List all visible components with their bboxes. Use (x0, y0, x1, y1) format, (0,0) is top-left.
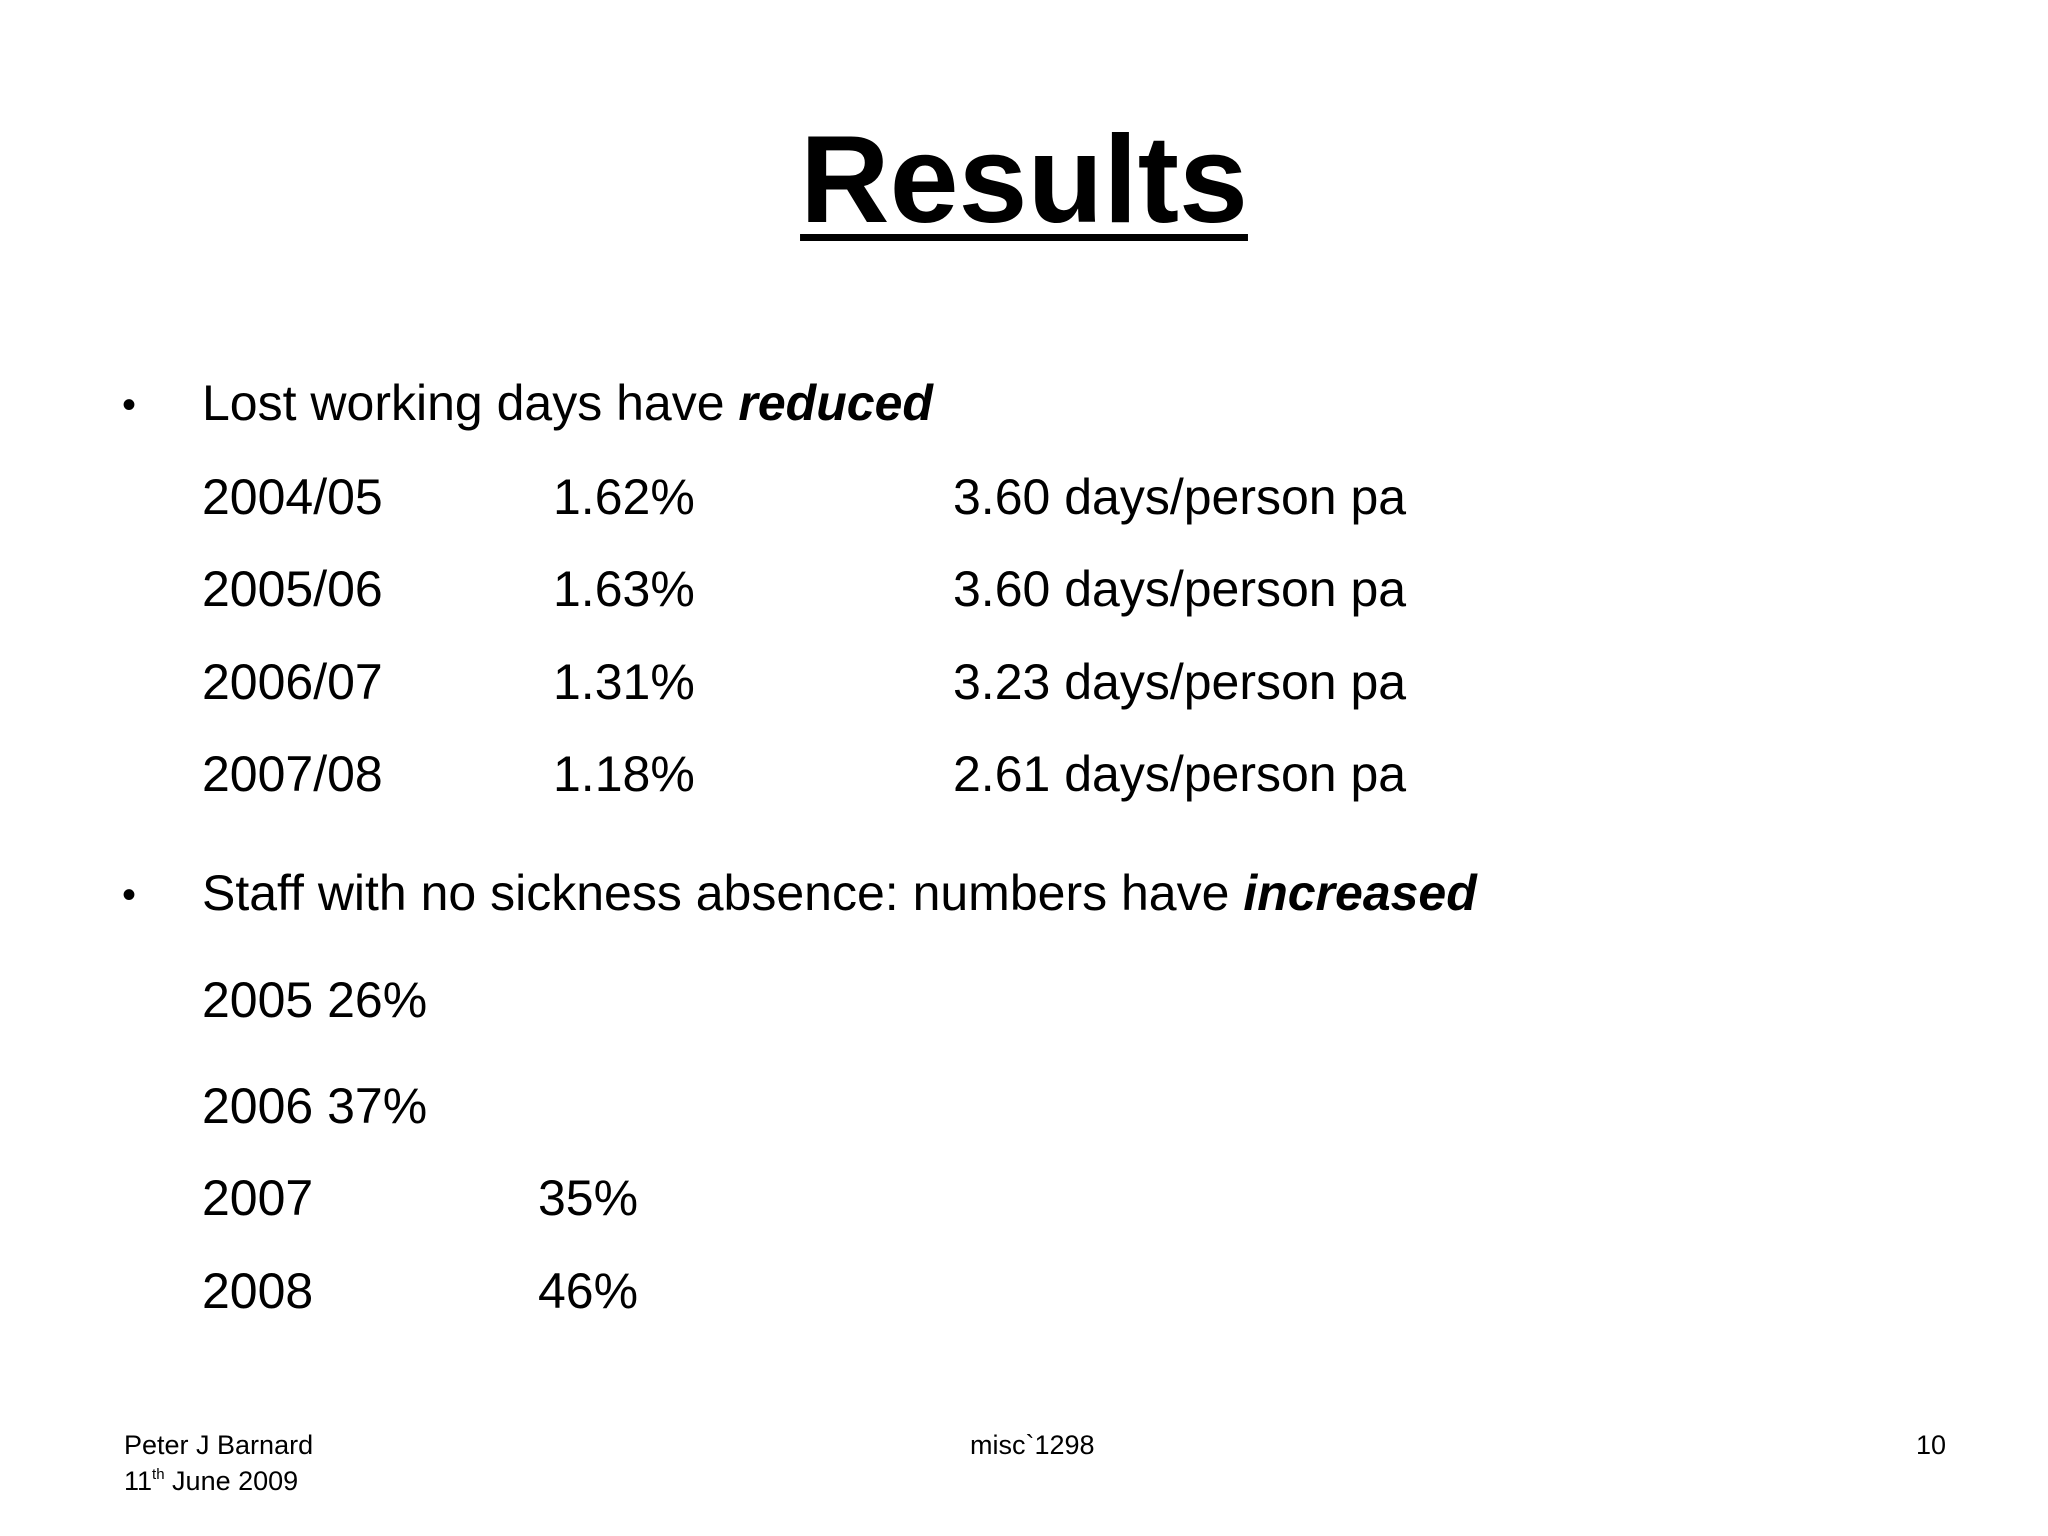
footer-date (124, 1467, 298, 1495)
footer-date-rest: June 2009 (164, 1466, 299, 1496)
lost-days-per-person: 2.61 days/person pa (953, 746, 1407, 802)
lost-days-year: 2005/06 (202, 561, 383, 617)
footer-date-suffix: th (152, 1466, 165, 1483)
bullet-marker-1: • (122, 383, 137, 427)
lost-days-per-person: 3.60 days/person pa (953, 469, 1407, 525)
lost-days-percent: 1.62% (553, 469, 695, 525)
lost-days-percent: 1.18% (553, 746, 695, 802)
no-absence-year: 2008 (202, 1263, 314, 1319)
bullet-2-text: Staff with no sickness absence: numbers have (202, 865, 1244, 921)
lost-days-year: 2004/05 (202, 469, 383, 525)
no-absence-row: 2005 26% (202, 972, 428, 1028)
footer-reference: misc`1298 (970, 1430, 1095, 1460)
lost-days-percent: 1.63% (553, 561, 695, 617)
no-absence-percent: 46% (538, 1263, 639, 1319)
no-absence-row: 2006 37% (202, 1078, 428, 1134)
slide-title: Results (800, 111, 1248, 249)
no-absence-year: 2007 (202, 1170, 314, 1226)
lost-days-per-person: 3.23 days/person pa (953, 654, 1407, 710)
bullet-2-emphasis: increased (1243, 865, 1477, 921)
footer-page-number: 10 (1916, 1430, 1947, 1460)
bullet-lost-working-days (202, 375, 933, 431)
footer-author: Peter J Barnard (124, 1430, 314, 1460)
no-absence-percent: 35% (538, 1170, 639, 1226)
bullet-1-emphasis: reduced (738, 375, 933, 431)
bullet-1-text: Lost working days have (202, 375, 739, 431)
lost-days-percent: 1.31% (553, 654, 695, 710)
bullet-no-sickness-absence (202, 865, 1477, 921)
lost-days-year: 2007/08 (202, 746, 383, 802)
lost-days-year: 2006/07 (202, 654, 383, 710)
lost-days-per-person: 3.60 days/person pa (953, 561, 1407, 617)
footer-date-day: 11 (124, 1466, 153, 1496)
bullet-marker-2: • (122, 873, 137, 917)
